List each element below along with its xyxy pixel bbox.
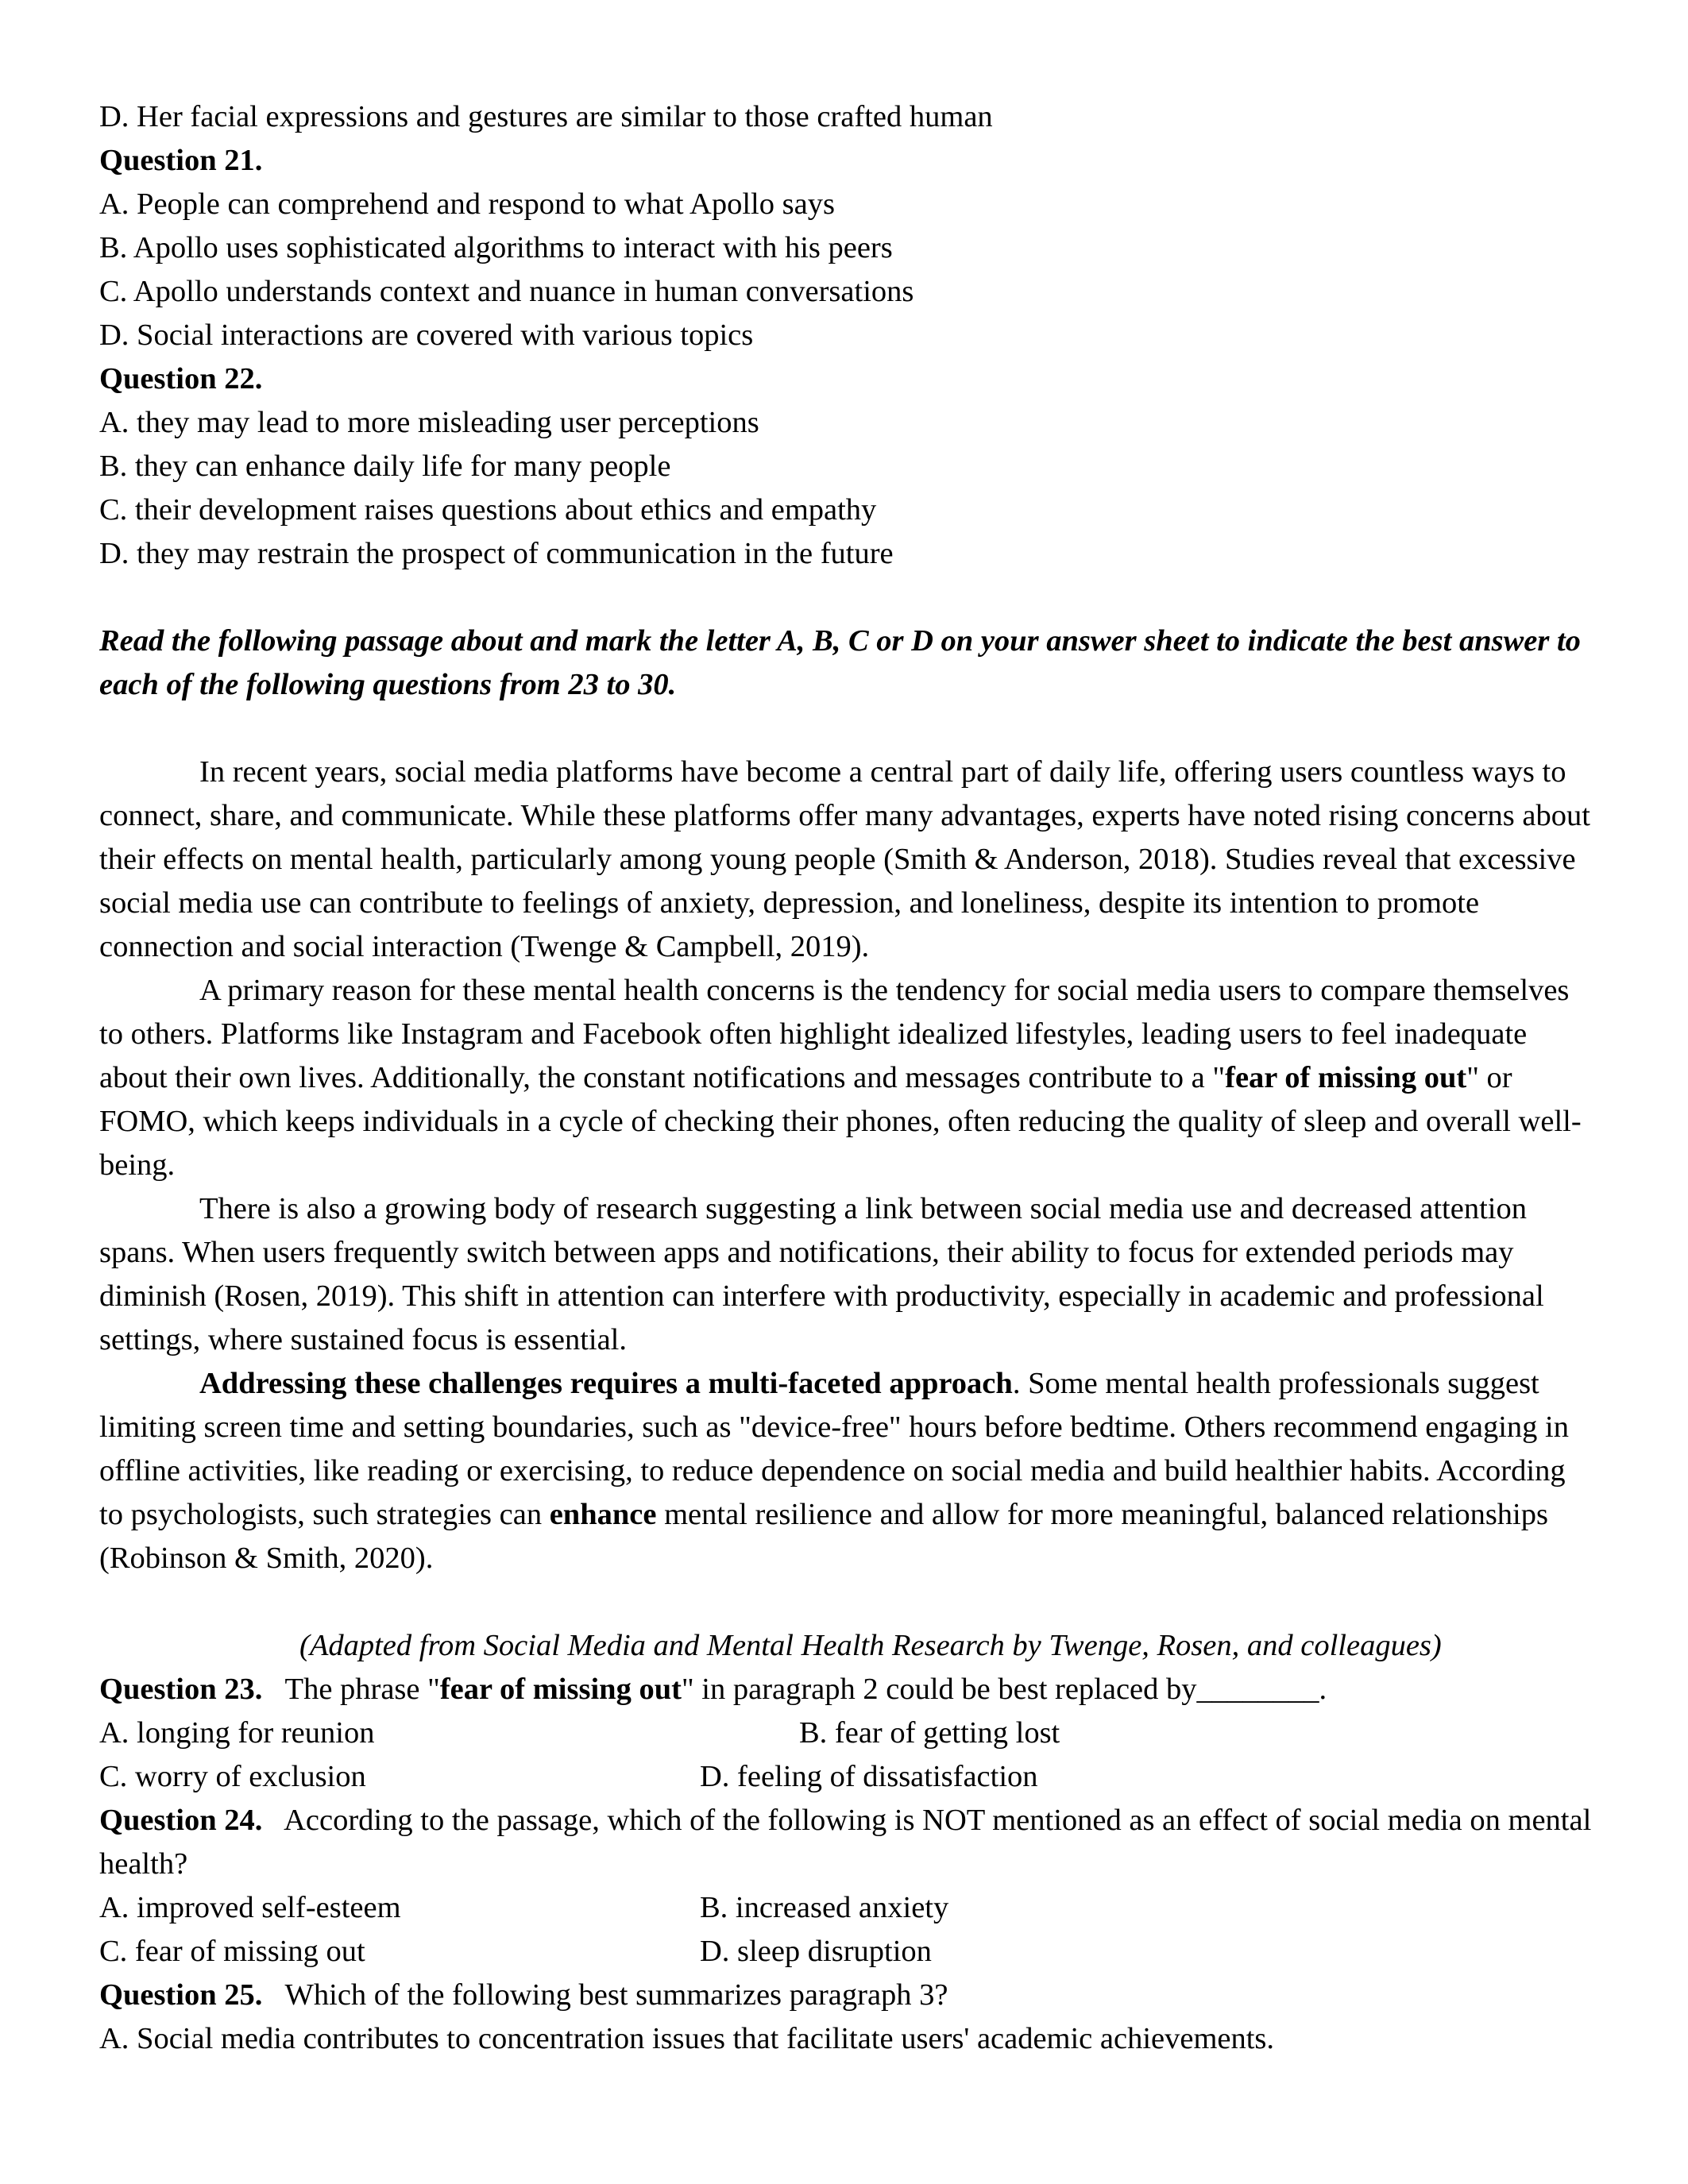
q21-option-d: D. Social interactions are covered with various topics [99, 318, 754, 352]
q24-option-c: C. fear of missing out [99, 1935, 365, 1968]
p4-bold-phrase: Addressing these challenges requires a multi-faceted approach [199, 1367, 1013, 1400]
q24-heading: Question 24. [99, 1804, 263, 1837]
document-page [99, 95, 1593, 2061]
q23-stem [99, 1668, 1593, 1711]
passage-paragraph-3: There is also a growing body of research suggesting a link between social media use and decreased attention spans. When users frequently switch between apps and notifications, their ability to focus for extended periods may diminish (Rosen, 2019). This shift in attention can interfere with productivity, especially in academic and professional settings, where sustained focus is essential. [99, 1192, 1544, 1356]
q23-option-d: D. feeling of dissatisfaction [700, 1760, 1038, 1793]
q21-option-a: A. People can comprehend and respond to what Apollo says [99, 187, 835, 221]
spacer [99, 576, 1593, 619]
q25-stem-text: Which of the following best summarizes paragraph 3? [284, 1978, 948, 2012]
p4-bold-word: enhance [549, 1498, 657, 1531]
q22-option-c: C. their development raises questions about ethics and empathy [99, 493, 877, 527]
q23-option-a: A. longing for reunion [99, 1716, 375, 1750]
q23-option-c: C. worry of exclusion [99, 1760, 366, 1793]
passage-paragraph-4 [99, 1362, 1593, 1580]
q21-heading: Question 21. [99, 144, 263, 177]
q24-stem-text: According to the passage, which of the following is NOT mentioned as an effect of social media on mental health? [99, 1804, 1592, 1881]
passage-paragraph-2 [99, 969, 1593, 1187]
q25-stem [99, 1974, 1593, 2017]
q23-stem-before: The phrase " [284, 1673, 440, 1706]
q25-heading: Question 25. [99, 1978, 263, 2012]
q24-options-row-2 [99, 1930, 1593, 1974]
q22-option-a: A. they may lead to more misleading user perceptions [99, 406, 759, 439]
p2-text-after: " or FOMO, which keeps individuals in a cycle of checking their phones, often reducing the quality of sleep and overall well-being. [99, 1061, 1582, 1182]
q25-option-a: A. Social media contributes to concentration issues that facilitate users' academic achievements. [99, 2022, 1275, 2055]
q24-option-d: D. sleep disruption [700, 1935, 932, 1968]
q22-heading: Question 22. [99, 362, 263, 396]
reading-instruction: Read the following passage about and mark the letter A, B, C or D on your answer sheet to indicate the best answer to each of the following questions from 23 to 30. [99, 624, 1581, 701]
q23-option-b: B. fear of getting lost [799, 1716, 1060, 1750]
q23-options-row-1 [99, 1711, 1593, 1755]
q22-option-b: B. they can enhance daily life for many people [99, 450, 671, 483]
q24-options-row-1 [99, 1886, 1593, 1930]
spacer [99, 707, 1593, 751]
p2-text-before: A primary reason for these mental health concerns is the tendency for social media users to compare themselves to others. Platforms like Instagram and Facebook often highlight idealized lifestyles, leading users to feel inadequate about their own lives. Additionally, the constant notifications and messages contribute to a " [99, 974, 1570, 1094]
spacer [99, 1580, 1593, 1624]
q24-option-b: B. increased anxiety [700, 1891, 949, 1924]
q23-stem-after: " in paragraph 2 could be best replaced by________. [681, 1673, 1327, 1706]
q20-option-d: D. Her facial expressions and gestures are similar to those crafted human [99, 100, 993, 133]
q23-options-row-2 [99, 1755, 1593, 1799]
passage-paragraph-1: In recent years, social media platforms have become a central part of daily life, offering users countless ways to connect, share, and communicate. While these platforms offer many advantages, experts have noted rising concerns about their effects on mental health, particularly among young people (Smith & Anderson, 2018). Studies reveal that excessive social media use can contribute to feelings of anxiety, depression, and loneliness, despite its intention to promote connection and social interaction (Twenge & Campbell, 2019). [99, 755, 1590, 963]
q21-option-b: B. Apollo uses sophisticated algorithms to interact with his peers [99, 231, 893, 264]
q22-option-d: D. they may restrain the prospect of communication in the future [99, 537, 894, 570]
q23-heading: Question 23. [99, 1673, 263, 1706]
q23-stem-bold: fear of missing out [439, 1673, 682, 1706]
q21-option-c: C. Apollo understands context and nuance in human conversations [99, 275, 914, 308]
p4-text-end: mental resilience and allow for more meaningful, balanced relationships (Robinson & Smith, 2020). [99, 1498, 1548, 1575]
q24-stem [99, 1799, 1593, 1886]
q24-option-a: A. improved self-esteem [99, 1891, 401, 1924]
p4-text-mid: . Some mental health professionals suggest limiting screen time and setting boundaries, such as "device-free" hours before bedtime. Others recommend engaging in offline activities, like reading or exercising, to reduce dependence on social media and build healthier habits. According to psychologists, such strategies can [99, 1367, 1569, 1531]
passage-source: (Adapted from Social Media and Mental Health Research by Twenge, Rosen, and colleagues) [299, 1629, 1442, 1662]
p2-bold-phrase: fear of missing out [1225, 1061, 1467, 1094]
